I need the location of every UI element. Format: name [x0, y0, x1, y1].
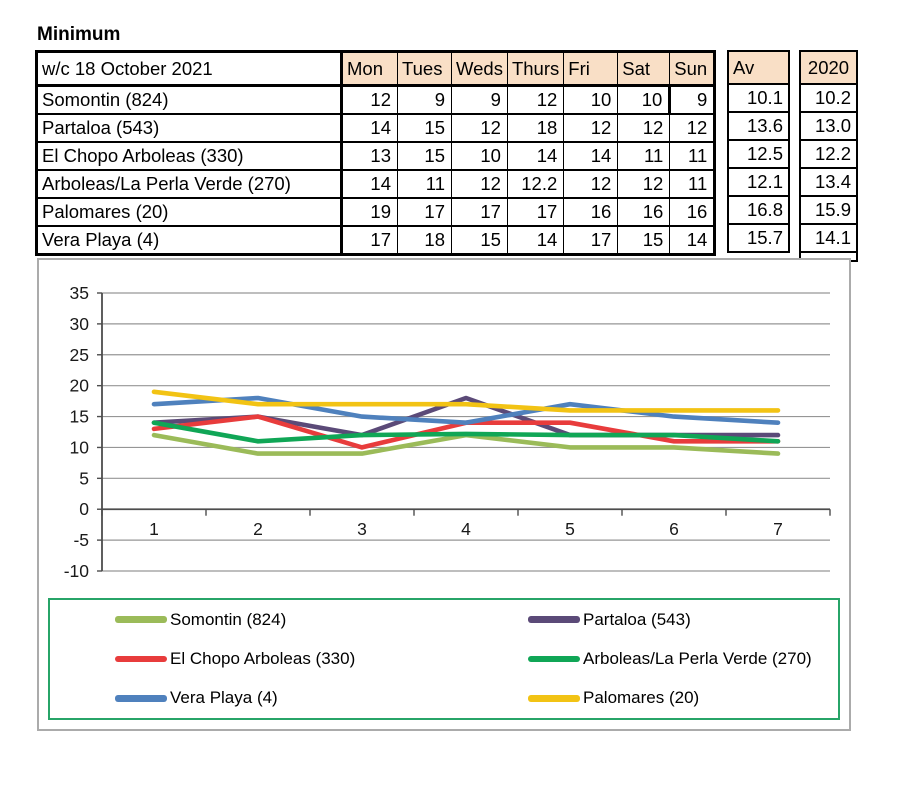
value-cell[interactable]: 12	[670, 114, 715, 142]
y-axis-tick-label: 20	[69, 375, 89, 396]
day-header-cell[interactable]: Thurs	[507, 52, 563, 86]
average-value-cell[interactable]: 13.6	[728, 112, 789, 140]
value-cell[interactable]: 12	[564, 114, 618, 142]
y-axis-tick-label: 10	[69, 437, 89, 458]
legend-item	[444, 649, 838, 669]
value-cell[interactable]: 14	[342, 114, 398, 142]
y-axis-tick-label: 30	[69, 313, 89, 334]
y-axis-tick-label: 15	[69, 406, 89, 427]
legend-label: El Chopo Arboleas (330)	[170, 648, 356, 668]
value-cell[interactable]: 15	[618, 226, 670, 255]
value-cell[interactable]: 10	[564, 86, 618, 115]
value-cell[interactable]: 9	[670, 86, 715, 115]
value-cell[interactable]: 12.2	[507, 170, 563, 198]
table-row	[37, 170, 715, 198]
table-row	[37, 226, 715, 255]
legend-label: Vera Playa (4)	[170, 688, 278, 708]
min-temps-table	[35, 50, 716, 256]
table-row	[37, 142, 715, 170]
prev-year-column-table	[799, 50, 858, 262]
value-cell[interactable]: 10	[452, 142, 508, 170]
value-cell[interactable]: 15	[398, 142, 452, 170]
average-value-cell[interactable]: 12.5	[728, 140, 789, 168]
prev-year-value-cell[interactable]: 10.2	[800, 84, 857, 112]
chart-legend	[48, 598, 840, 720]
x-axis-tick-label: 6	[669, 519, 679, 540]
av-header-cell[interactable]: Av	[728, 51, 789, 84]
table-row	[37, 86, 715, 115]
legend-item	[444, 688, 838, 708]
legend-swatch-line	[115, 656, 167, 663]
x-axis-tick-label: 7	[773, 519, 783, 540]
legend-swatch-line	[528, 695, 580, 702]
value-cell[interactable]: 17	[507, 198, 563, 226]
station-label-cell[interactable]: Somontin (824)	[37, 86, 342, 115]
legend-label: Palomares (20)	[583, 688, 700, 708]
value-cell[interactable]: 15	[398, 114, 452, 142]
average-value-cell[interactable]: 15.7	[728, 224, 789, 252]
value-cell[interactable]: 12	[452, 170, 508, 198]
value-cell[interactable]: 17	[342, 226, 398, 255]
x-axis-tick-label: 4	[461, 519, 471, 540]
average-value-cell[interactable]: 16.8	[728, 196, 789, 224]
value-cell[interactable]: 12	[564, 170, 618, 198]
value-cell[interactable]: 14	[507, 142, 563, 170]
prev-year-value-cell[interactable]: 15.9	[800, 196, 857, 224]
value-cell[interactable]: 9	[398, 86, 452, 115]
value-cell[interactable]: 19	[342, 198, 398, 226]
value-cell[interactable]: 11	[670, 170, 715, 198]
day-header-cell[interactable]: Sun	[670, 52, 715, 86]
y-axis-tick-label: 35	[69, 283, 89, 303]
value-cell[interactable]: 12	[618, 114, 670, 142]
station-label-cell[interactable]: Palomares (20)	[37, 198, 342, 226]
value-cell[interactable]: 11	[670, 142, 715, 170]
day-header-cell[interactable]: Fri	[564, 52, 618, 86]
day-header-cell[interactable]: Tues	[398, 52, 452, 86]
y-axis-tick-label: 0	[79, 499, 89, 520]
day-header-cell[interactable]: Sat	[618, 52, 670, 86]
value-cell[interactable]: 17	[564, 226, 618, 255]
x-axis-tick-label: 1	[149, 519, 159, 540]
average-value-cell[interactable]: 10.1	[728, 84, 789, 112]
station-label-cell[interactable]: Arboleas/La Perla Verde (270)	[37, 170, 342, 198]
value-cell[interactable]: 12	[618, 170, 670, 198]
legend-swatch-line	[528, 656, 580, 663]
table-row	[37, 198, 715, 226]
day-header-cell[interactable]: Mon	[342, 52, 398, 86]
prev-year-value-cell[interactable]: 13.0	[800, 112, 857, 140]
value-cell[interactable]: 14	[564, 142, 618, 170]
station-label-cell[interactable]: El Chopo Arboleas (330)	[37, 142, 342, 170]
legend-swatch-line	[115, 616, 167, 623]
value-cell[interactable]: 13	[342, 142, 398, 170]
value-cell[interactable]: 14	[670, 226, 715, 255]
value-cell[interactable]: 14	[342, 170, 398, 198]
value-cell[interactable]: 12	[342, 86, 398, 115]
value-cell[interactable]: 15	[452, 226, 508, 255]
legend-item	[50, 649, 444, 669]
x-axis-tick-label: 2	[253, 519, 263, 540]
value-cell[interactable]: 16	[670, 198, 715, 226]
value-cell[interactable]: 12	[507, 86, 563, 115]
value-cell[interactable]: 16	[564, 198, 618, 226]
value-cell[interactable]: 11	[398, 170, 452, 198]
page-title: Minimum	[37, 24, 121, 45]
value-cell[interactable]: 16	[618, 198, 670, 226]
value-cell[interactable]: 14	[507, 226, 563, 255]
average-value-cell[interactable]: 12.1	[728, 168, 789, 196]
legend-swatch-line	[115, 695, 167, 702]
legend-label: Partaloa (543)	[583, 609, 691, 629]
prev-year-value-cell[interactable]: 14.1	[800, 224, 857, 252]
y-axis-tick-label: 5	[79, 468, 89, 489]
table-row	[37, 114, 715, 142]
value-cell[interactable]: 17	[398, 198, 452, 226]
week-header-cell[interactable]: w/c 18 October 2021	[37, 52, 342, 86]
legend-item	[50, 688, 444, 708]
legend-swatch-line	[528, 616, 580, 623]
y-axis-tick-label: -5	[73, 530, 89, 551]
legend-label: Arboleas/La Perla Verde (270)	[583, 648, 812, 668]
value-cell[interactable]: 10	[618, 86, 670, 115]
prev-year-value-cell[interactable]: 13.4	[800, 168, 857, 196]
x-axis-tick-label: 5	[565, 519, 575, 540]
y-axis-tick-label: -10	[63, 561, 89, 581]
station-label-cell[interactable]: Vera Playa (4)	[37, 226, 342, 255]
value-cell[interactable]: 18	[398, 226, 452, 255]
station-label-cell[interactable]: Partaloa (543)	[37, 114, 342, 142]
average-column-table	[727, 50, 790, 253]
legend-item	[50, 610, 444, 630]
value-cell[interactable]: 12	[452, 114, 508, 142]
table-header-row	[37, 52, 715, 86]
prev-year-value-cell[interactable]: 12.2	[800, 140, 857, 168]
value-cell[interactable]: 18	[507, 114, 563, 142]
prev-year-header-cell[interactable]: 2020	[800, 51, 857, 84]
value-cell[interactable]: 17	[452, 198, 508, 226]
day-header-cell[interactable]: Weds	[452, 52, 508, 86]
value-cell[interactable]: 9	[452, 86, 508, 115]
temps-line-chart	[37, 258, 851, 731]
series-line	[154, 392, 778, 411]
line-chart-plot	[39, 260, 849, 600]
value-cell[interactable]: 11	[618, 142, 670, 170]
x-axis-tick-label: 3	[357, 519, 367, 540]
series-line	[154, 423, 778, 442]
legend-label: Somontin (824)	[170, 609, 287, 629]
legend-item	[444, 610, 838, 630]
y-axis-tick-label: 25	[69, 344, 89, 365]
